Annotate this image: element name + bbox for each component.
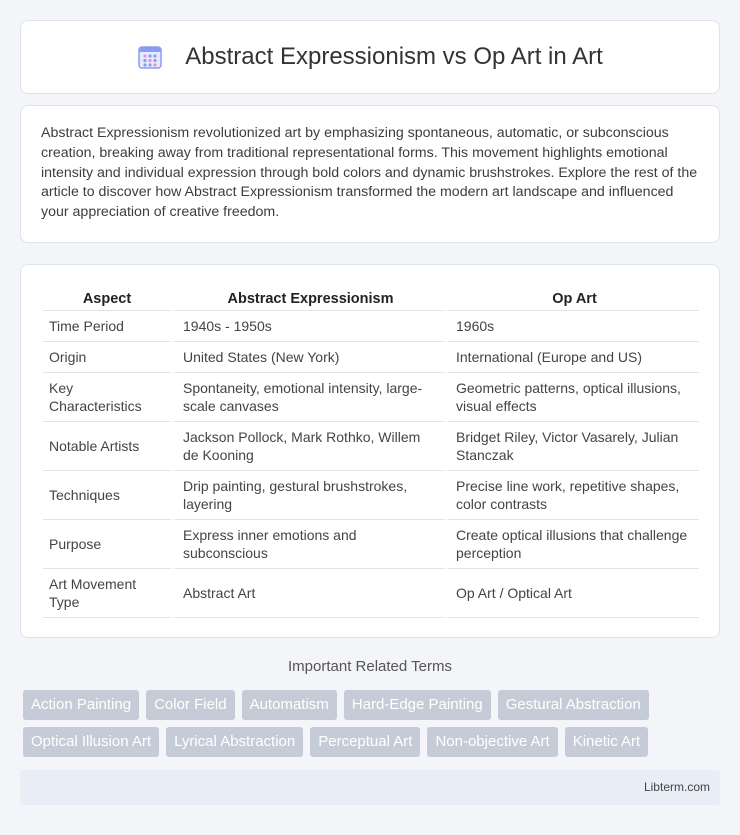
table-row (43, 311, 699, 342)
tag-action-painting[interactable]: Action Painting (23, 690, 139, 720)
tag-automatism[interactable]: Automatism (242, 690, 337, 720)
footer-site-link[interactable]: Libterm.com (643, 780, 710, 794)
cell-abstract-expressionism: Express inner emotions and subconscious (171, 520, 444, 569)
cell-op-art: 1960s (444, 311, 699, 342)
header-abstract-expressionism: Abstract Expressionism (171, 285, 444, 311)
calendar-grid-icon (137, 44, 163, 70)
tag-kinetic-art[interactable]: Kinetic Art (565, 727, 649, 757)
table-row (43, 520, 699, 569)
cell-abstract-expressionism: Drip painting, gestural brushstrokes, layering (171, 471, 444, 520)
table-row (43, 471, 699, 520)
cell-aspect: Notable Artists (43, 422, 171, 471)
cell-op-art: Geometric patterns, optical illusions, visual effects (444, 373, 699, 422)
cell-op-art: Bridget Riley, Victor Vasarely, Julian Stanczak (444, 422, 699, 471)
comparison-table (43, 285, 699, 618)
cell-aspect: Art Movement Type (43, 569, 171, 618)
table-row (43, 373, 699, 422)
cell-aspect: Key Characteristics (43, 373, 171, 422)
header-card (20, 20, 720, 94)
footer (20, 770, 720, 805)
cell-op-art: Create optical illusions that challenge perception (444, 520, 699, 569)
related-terms-list (23, 690, 723, 757)
table-header-row (43, 285, 699, 311)
page-title: Abstract Expressionism vs Op Art in Art (185, 43, 603, 70)
cell-op-art: Precise line work, repetitive shapes, color contrasts (444, 471, 699, 520)
table-row (43, 569, 699, 618)
cell-abstract-expressionism: 1940s - 1950s (171, 311, 444, 342)
cell-abstract-expressionism: Spontaneity, emotional intensity, large-scale canvases (171, 373, 444, 422)
intro-card (20, 105, 720, 243)
tag-lyrical-abstraction[interactable]: Lyrical Abstraction (166, 727, 303, 757)
tag-perceptual-art[interactable]: Perceptual Art (310, 727, 420, 757)
cell-aspect: Purpose (43, 520, 171, 569)
cell-op-art: International (Europe and US) (444, 342, 699, 373)
related-terms-title: Important Related Terms (288, 658, 452, 675)
intro-text: Abstract Expressionism revolutionized art by emphasizing spontaneous, automatic, or subconscious creation, breaking away from traditional representational forms. This movement highlights emotional intensity and individual expression through bold colors and dynamic brushstrokes. Explore the rest of the article to discover how Abstract Expressionism transformed the modern art landscape and influenced your appreciation of creative freedom. (41, 125, 698, 221)
cell-abstract-expressionism: United States (New York) (171, 342, 444, 373)
cell-aspect: Techniques (43, 471, 171, 520)
table-row (43, 422, 699, 471)
tag-optical-illusion-art[interactable]: Optical Illusion Art (23, 727, 159, 757)
cell-aspect: Origin (43, 342, 171, 373)
header-aspect: Aspect (43, 285, 171, 311)
tag-non-objective-art[interactable]: Non-objective Art (427, 727, 557, 757)
comparison-card (20, 264, 720, 638)
tag-gestural-abstraction[interactable]: Gestural Abstraction (498, 690, 649, 720)
cell-abstract-expressionism: Abstract Art (171, 569, 444, 618)
header-op-art: Op Art (444, 285, 699, 311)
cell-op-art: Op Art / Optical Art (444, 569, 699, 618)
cell-abstract-expressionism: Jackson Pollock, Mark Rothko, Willem de Kooning (171, 422, 444, 471)
table-row (43, 342, 699, 373)
tag-hard-edge-painting[interactable]: Hard-Edge Painting (344, 690, 491, 720)
cell-aspect: Time Period (43, 311, 171, 342)
tag-color-field[interactable]: Color Field (146, 690, 235, 720)
